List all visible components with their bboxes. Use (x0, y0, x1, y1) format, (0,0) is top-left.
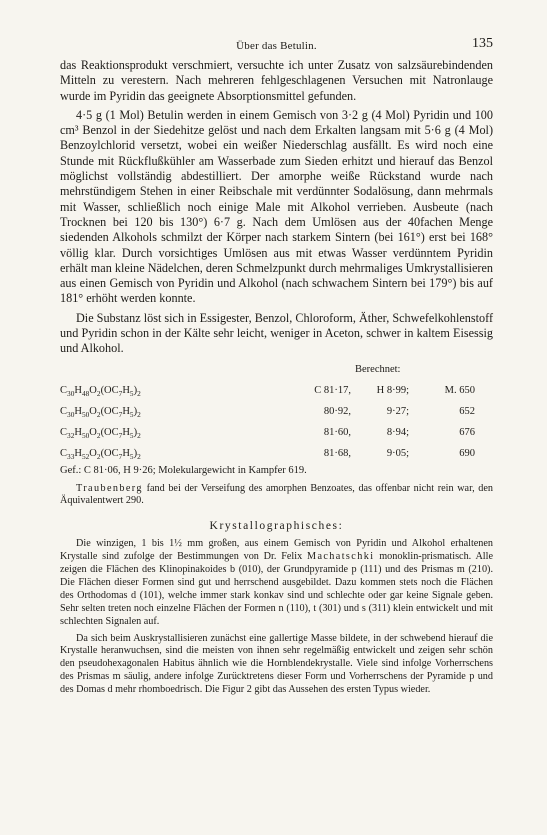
paragraph-3: Die Substanz löst sich in Essigester, Benzol, Chloroform, Äther, Schwefelkohlenstoff und Pyridin schon in der Kälte sehr leicht, weniger in Aceton, schwer in kaltem Eisessig und Alkohol. (60, 310, 493, 356)
c-value-cell: C 81·17, (314, 384, 351, 396)
analysis-row (60, 401, 475, 422)
analysis-row (60, 422, 475, 443)
note-text: fand bei der Verseifung des amorphen Benzoates, das offenbar nicht rein war, den Äquivalentwert 290. (60, 482, 493, 507)
h-value-cell: 8·94; (386, 426, 409, 438)
formula-cell: $C_{30}H_{50}O_2(OC_7H_5)_2$ (60, 405, 141, 419)
m-value-cell: M. 650 (444, 384, 475, 396)
crystal-paragraph-1 (60, 538, 493, 628)
paragraph-1: das Reaktionsprodukt verschmiert, versuchte ich unter Zusatz von salzsäurebindenden Mitteln zu verestern. Nach mehreren fehlgeschlagenen Versuchen mit Natronlauge wurde im Pyridin das geeignete Absorptionsmittel gefunden. (60, 58, 493, 103)
paragraph-2: 4·5 g (1 Mol) Betulin werden in einem Gemisch von 3·2 g (4 Mol) Pyridin und 100 cm³ Benzol in der Siedehitze gelöst und nach dem Erkalten langsam mit 5·6 g (4 Mol) Benzoylchlorid versetzt, wobei ein weißer Niederschlag ausfällt. Es wird noch eine Stunde mit Rückflußkühler am Wasserbade zum Sieden erhitzt und hierauf das Benzol möglichst vollständig abdestilliert. Der amorphe weiße Rückstand wurde nach mehrstündigem Stehen in einer Reibschale mit verdünnter Sodalösung, dann mehrmals mit Wasser, schließlich noch einige Male mit Alkohol verrieben. Ausbeute (nach Trocknen bei 120 bis 130°) 6·7 g. Nach dem Umlösen aus der 40fachen Menge siedenden Alkohols schmilzt der Körper nach starkem Sintern (bei 161°) erst bei 168° völlig klar. Durch vorsichtiges Umlösen aus mit etwas Wasser verdünntem Pyridin erhält man kleine Nädelchen, deren Schmelzpunkt durch mehrmaliges Umkrystallisieren aus einen Gemisch von Pyridin und Alkohol (nach schwachem Sintern bei 179°) bis auf 181° erhöht werden konnte. (60, 107, 493, 306)
crystal-text-a: Die winzigen, 1 bis 1½ mm großen, aus einem Gemisch von Pyridin und Alkohol erhaltenen Krystalle sind zufolge der Bestimmungen von Dr. Felix (60, 538, 493, 563)
page-number: 135 (472, 36, 493, 51)
h-value-cell: 9·05; (386, 447, 409, 459)
running-head (60, 36, 493, 58)
formula-cell: $C_{30}H_{48}O_2(OC_7H_5)_2$ (60, 384, 141, 398)
c-value-cell: 81·68, (323, 447, 351, 459)
h-value-cell: 9·27; (386, 405, 409, 417)
formula-cell: $C_{33}H_{52}O_2(OC_7H_5)_2$ (60, 447, 141, 461)
crystal-author: Machatschki (306, 551, 375, 563)
found-values: Gef.: C 81·06, H 9·26; Molekulargewicht in Kampfer 619. (60, 464, 307, 476)
c-value-cell: 80·92, (323, 405, 351, 417)
crystal-paragraph-2: Da sich beim Auskrystallisieren zunächst eine gallertige Masse bildete, in der schwebend hierauf die Krystalle heranwuchsen, sind die meisten von ihnen sehr regelmäßig entwickelt und zeigen sehr schön den pseudohexagonalen Habitus ähnlich wie die Hornblendekrystalle. Viele sind infolge Vorherrschens des Prismas m säulig, andere infolge Zurücktretens dieser Form und Vorherrschens der Pyramide p und des Domas d mehr rhomboedrisch. Die Figur 2 gibt das Aussehen des ersten Typus wieder. (60, 632, 493, 696)
c-value-cell: 81·60, (323, 426, 351, 438)
running-title: Über das Betulin. (236, 40, 317, 52)
m-value-cell: 676 (459, 426, 475, 438)
formula-cell: $C_{32}H_{50}O_2(OC_7H_5)_2$ (60, 426, 141, 440)
m-value-cell: 652 (459, 405, 475, 417)
note-author: Traubenberg (76, 482, 143, 494)
analysis-row (60, 443, 475, 464)
note-paragraph (60, 483, 493, 509)
crystal-text-b: monoklin-prismatisch. Alle zeigen die Flächen des Klinopinakoides b (010), der Grundpyramide p (111) und des Prismas m (210). Die Flächen dieser Formen sind gut und herrschend ausgebildet. Dazu kommen stets noch die Flächen des Orthodomas d (101), welche immer stark konkav sind und schlechte oder gar keine Signale geben. Sehr selten treten noch einzelne Flächen der Formen n (110), t (301) und s (311) klein entwickelt und mit schlechten Signalen auf. (60, 551, 493, 627)
h-value-cell: H 8·99; (376, 384, 409, 396)
analysis-row (60, 380, 475, 401)
analysis-table (60, 380, 475, 464)
m-value-cell: 690 (459, 447, 475, 459)
section-heading: Krystallographisches: (209, 520, 344, 533)
calculated-heading: Berechnet: (355, 363, 401, 375)
